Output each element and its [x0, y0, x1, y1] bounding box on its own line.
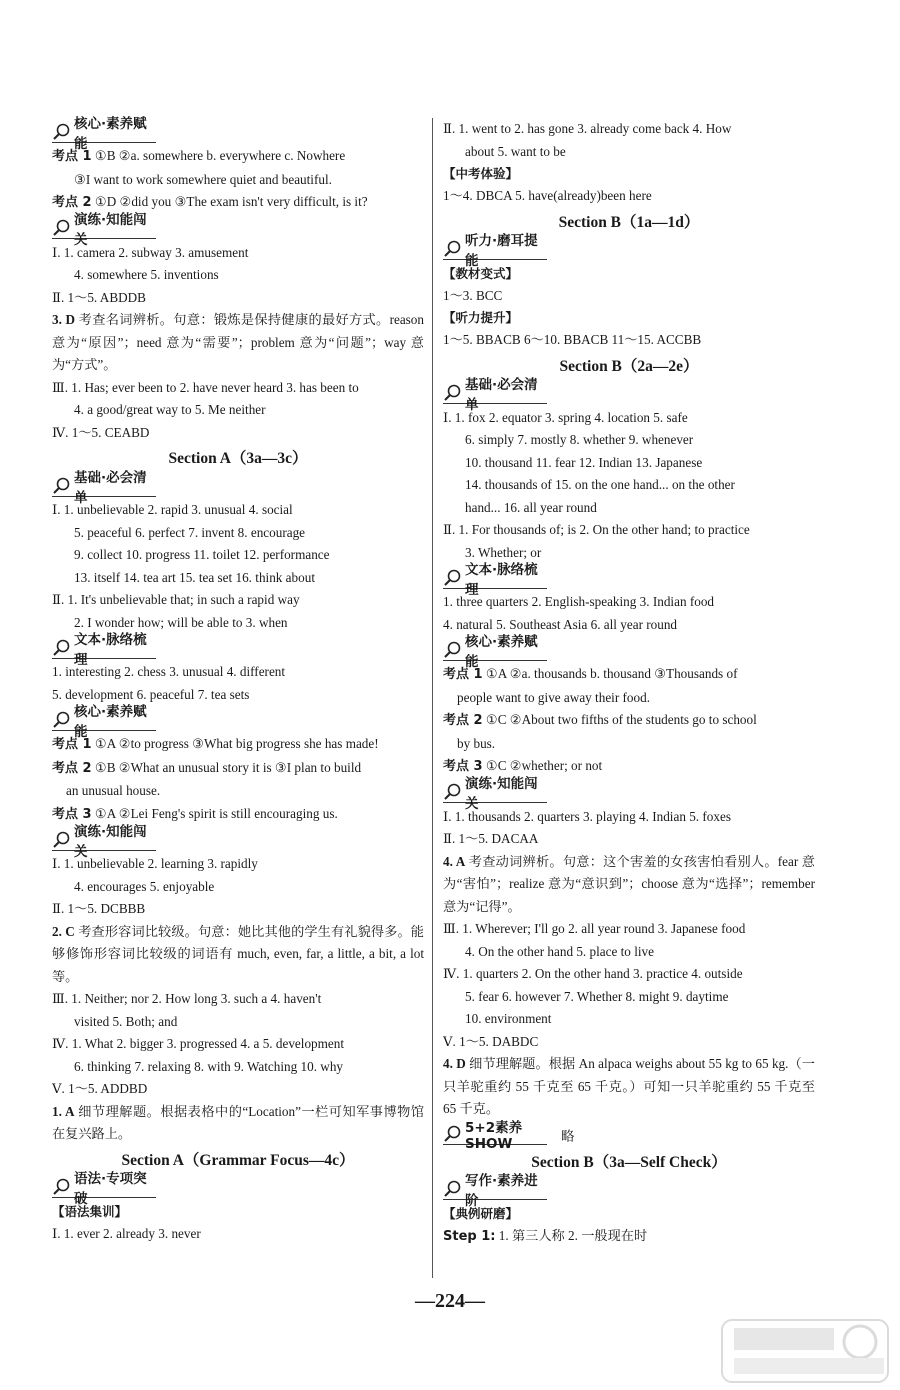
magnifier-icon	[443, 240, 463, 258]
answer-line: Ⅰ. 1. camera 2. subway 3. amusement	[52, 244, 249, 260]
answer-label: 1. A	[52, 1103, 75, 1119]
answer-text: 1. 第三人称 2. 一般现在时	[495, 1227, 648, 1243]
section-title: Section B（2a—2e）	[559, 357, 699, 375]
magnifier-icon	[443, 641, 463, 659]
section-heading	[443, 561, 815, 598]
heading-underline	[52, 469, 156, 506]
answer-line: 14. thousands of 15. on the one hand... on the other	[465, 477, 735, 492]
magnifier-icon	[443, 1125, 463, 1143]
section-heading	[52, 469, 424, 506]
answer-line: people want to give away their food.	[457, 689, 650, 705]
answer-text: 考查形容词比较级。句意：她比其他的学生有礼貌得多。能够修饰形容词比较级的词语有 much, even, far, a little, a bit, a lot 等。	[52, 923, 424, 984]
heading-underline	[443, 377, 547, 413]
magnifier-icon	[52, 711, 72, 729]
heading-text: 听力·磨耳提能	[465, 233, 538, 269]
explanation-line	[443, 851, 815, 919]
answer-line: 1～5. BBACB 6～10. BBACB 11～15. ACCBB	[443, 332, 702, 347]
answer-line: 4. somewhere 5. inventions	[74, 267, 219, 282]
right-column	[443, 118, 815, 1248]
heading-text: 语法·专项突破	[74, 1171, 147, 1207]
answer-text: ①A ②to progress ③What big progress she has made!	[91, 736, 379, 751]
answer-line: by bus.	[457, 735, 496, 751]
watermark-logo	[720, 1318, 890, 1384]
answer-line: about 5. want to be	[465, 143, 566, 159]
key-point-line	[443, 709, 815, 733]
answer-line: 4. a good/great way to 5. Me neither	[74, 402, 266, 417]
key-point-line	[52, 733, 424, 757]
key-point-label: 考点 2	[52, 760, 92, 776]
section-title: Section A（Grammar Focus—4c）	[121, 1151, 355, 1169]
heading-underline	[443, 776, 547, 812]
section-heading	[52, 703, 424, 740]
heading-underline	[443, 233, 547, 269]
answer-line: 4. On the other hand 5. place to live	[465, 943, 654, 959]
answer-line: 5. fear 6. however 7. Whether 8. might 9. daytime	[465, 988, 729, 1004]
answer-line: Ⅰ. 1. thousands 2. quarters 3. playing 4. Indian 5. foxes	[443, 808, 731, 824]
key-point-line	[52, 757, 424, 781]
magnifier-icon	[52, 639, 72, 657]
answer-line: Ⅲ. 1. Wherever; I'll go 2. all year round 3. Japanese food	[443, 921, 746, 936]
section-title: Section B（3a—Self Check）	[531, 1153, 727, 1171]
key-point-line	[443, 663, 815, 687]
answer-line: 1. interesting 2. chess 3. unusual 4. different	[52, 664, 286, 679]
answer-line: ③I want to work somewhere quiet and beautiful.	[74, 171, 332, 187]
answer-line: 6. simply 7. mostly 8. whether 9. whenever	[465, 432, 694, 447]
answer-line: Ⅱ. 1～5. DACAA	[443, 831, 539, 846]
answer-line: Ⅳ. 1. quarters 2. On the other hand 3. practice 4. outside	[443, 966, 743, 981]
heading-extra: 略	[561, 1128, 575, 1145]
explanation-line	[443, 1053, 815, 1121]
answer-line: Ⅰ. 1. unbelievable 2. rapid 3. unusual 4. social	[52, 502, 293, 517]
answer-text: 考查动词辨析。句意：这个害羞的女孩害怕看别人。fear 意为“害怕”；realize 意为“意识到”；choose 意为“选择”；remember 意为“记得”。	[443, 853, 815, 914]
magnifier-icon	[443, 569, 463, 587]
answer-text: 细节理解题。根据 An alpaca weighs about 55 kg to 65 kg.（一只羊驼重约 55 千克至 65 千克。）可知一只羊驼重约 55 千克至 65 千克。	[443, 1056, 815, 1116]
answer-line: Ⅰ. 1. fox 2. equator 3. spring 4. location 5. safe	[443, 409, 688, 425]
explanation-line	[52, 309, 424, 377]
answer-line: 1. three quarters 2. English-speaking 3. Indian food	[443, 594, 715, 609]
answer-line: 13. itself 14. tea art 15. tea set 16. think about	[74, 569, 315, 585]
heading-underline	[52, 212, 156, 248]
key-point-label: 考点 2	[443, 713, 483, 728]
heading-underline	[52, 703, 156, 740]
answer-line: 4. natural 5. Southeast Asia 6. all year round	[443, 616, 678, 632]
answer-line: 10. thousand 11. fear 12. Indian 13. Japanese	[465, 454, 703, 470]
answer-line: an unusual house.	[66, 783, 161, 798]
heading-text: 文本·脉络梳理	[465, 561, 538, 598]
key-point-label: 考点 2	[52, 195, 92, 210]
magnifier-icon	[443, 1180, 463, 1198]
answer-text: ①B ②What an unusual story it is ③I plan to build	[91, 759, 362, 775]
magnifier-icon	[443, 783, 463, 801]
key-point-label: 考点 1	[52, 149, 92, 164]
answer-line: 1～4. DBCA 5. have(already)been here	[443, 188, 652, 203]
column-divider	[432, 118, 433, 1278]
key-point-label: 考点 1	[52, 737, 92, 752]
section-heading	[52, 212, 424, 248]
answer-text: 考查名词辨析。句意：锻炼是保持健康的最好方式。reason 意为“原因”；need 意为“需要”；problem 意为“问题”；way 意为“方式”。	[52, 312, 424, 372]
heading-text: 演练·知能闯关	[465, 776, 538, 812]
answer-text: ①A ②Lei Feng's spirit is still encouraging us.	[91, 805, 338, 821]
section-heading	[443, 776, 815, 812]
answer-label: 4. D	[443, 1056, 466, 1071]
key-point-line	[443, 1225, 815, 1249]
magnifier-icon	[52, 1178, 72, 1196]
section-heading	[443, 1173, 815, 1209]
section-heading	[443, 233, 815, 269]
answer-line: 9. collect 10. progress 11. toilet 12. performance	[74, 547, 330, 562]
left-column	[52, 115, 425, 1245]
section-title: Section A（3a—3c）	[168, 450, 308, 467]
section-heading	[52, 1171, 424, 1207]
answer-line: 5. development 6. peaceful 7. tea sets	[52, 686, 250, 702]
answer-line: Ⅱ. 1. went to 2. has gone 3. already come back 4. How	[443, 121, 732, 136]
heading-text: 核心·素养赋能	[74, 115, 147, 152]
answer-line: Ⅰ. 1. ever 2. already 3. never	[52, 1225, 201, 1241]
heading-text: 5+2素养SHOW	[465, 1120, 523, 1152]
page-number: —224—	[415, 1290, 485, 1312]
answer-line: 5. peaceful 6. perfect 7. invent 8. encourage	[74, 524, 306, 540]
answer-line: Ⅱ. 1～5. ABDDB	[52, 289, 146, 305]
answer-text: ①D ②did you ③The exam isn't very difficult, is it?	[91, 194, 368, 209]
answer-text: ①B ②a. somewhere b. everywhere c. Nowhere	[91, 148, 346, 163]
heading-text: 核心·素养赋能	[465, 633, 538, 670]
heading-underline	[52, 1171, 156, 1207]
bracket-label: 【中考体验】	[443, 166, 519, 181]
answer-line: 3. Whether; or	[465, 544, 542, 560]
heading-underline	[52, 115, 156, 152]
section-title: Section B（1a—1d）	[558, 213, 700, 231]
answer-line: 10. environment	[465, 1011, 552, 1026]
heading-text: 演练·知能闯关	[74, 823, 147, 860]
answer-text: ①C ②About two fifths of the students go to school	[482, 712, 757, 727]
heading-underline	[443, 1120, 547, 1152]
heading-underline	[443, 1173, 547, 1209]
answer-line: Ⅳ. 1～5. CEABD	[52, 424, 150, 440]
answer-line: Ⅴ. 1～5. ADDBD	[52, 1081, 148, 1096]
key-point-label: 考点 3	[443, 759, 483, 774]
answer-line: Ⅲ. 1. Has; ever been to 2. have never heard 3. has been to	[52, 379, 359, 395]
bracket-label: 【语法集训】	[52, 1203, 128, 1219]
heading-text: 文本·脉络梳理	[74, 631, 147, 668]
answer-line: 4. encourages 5. enjoyable	[74, 878, 215, 894]
answer-label: 3. D	[52, 312, 76, 327]
section-heading	[52, 823, 424, 860]
answer-line: hand... 16. all year round	[465, 499, 597, 515]
answer-line: Ⅰ. 1. unbelievable 2. learning 3. rapidly	[52, 856, 258, 871]
heading-text: 基础·必会清单	[465, 377, 538, 413]
answer-label: 4. A	[443, 853, 466, 869]
section-heading	[443, 633, 815, 670]
answer-text: ①C ②whether; or not	[482, 758, 603, 773]
heading-text: 演练·知能闯关	[74, 212, 147, 248]
magnifier-icon	[52, 219, 72, 237]
answer-label: 2. C	[52, 923, 75, 939]
explanation-line	[52, 921, 424, 989]
answer-line: Ⅱ. 1. It's unbelievable that; in such a rapid way	[52, 592, 300, 607]
answer-line: visited 5. Both; and	[74, 1013, 178, 1029]
heading-text: 基础·必会清单	[74, 469, 147, 506]
answer-line: Ⅱ. 1. For thousands of; is 2. On the other hand; to practice	[443, 522, 750, 537]
answer-line: 2. I wonder how; will be able to 3. when	[74, 614, 288, 630]
answer-text: 细节理解题。根据表格中的“Location”一栏可知军事博物馆在复兴路上。	[52, 1103, 425, 1141]
heading-underline	[52, 823, 156, 860]
magnifier-icon	[443, 384, 463, 402]
answer-line: Ⅳ. 1. What 2. bigger 3. progressed 4. a 5. development	[52, 1036, 344, 1051]
key-point-label: 考点 1	[443, 667, 483, 682]
magnifier-icon	[52, 477, 72, 495]
bracket-label: 【典例研磨】	[443, 1205, 519, 1221]
heading-underline	[52, 631, 156, 668]
bracket-label: 【听力提升】	[443, 310, 519, 325]
section-heading	[443, 377, 815, 413]
heading-text: 写作·素养进阶	[465, 1173, 538, 1209]
answer-line: 1～3. BCC	[443, 287, 503, 303]
answer-line: Ⅱ. 1～5. DCBBB	[52, 901, 146, 916]
magnifier-icon	[52, 123, 72, 141]
magnifier-icon	[52, 831, 72, 849]
key-point-label: Step 1:	[443, 1228, 496, 1244]
section-heading	[52, 115, 424, 152]
explanation-line	[52, 1101, 424, 1146]
answer-line: Ⅴ. 1～5. DABDC	[443, 1033, 539, 1049]
answer-line: Ⅲ. 1. Neither; nor 2. How long 3. such a 4. haven't	[52, 991, 322, 1006]
heading-underline	[443, 633, 547, 670]
answer-line: 6. thinking 7. relaxing 8. with 9. Watching 10. why	[74, 1058, 344, 1074]
section-heading	[443, 1120, 815, 1152]
heading-text: 核心·素养赋能	[74, 703, 147, 740]
key-point-line	[52, 145, 424, 169]
heading-underline	[443, 561, 547, 598]
bracket-label: 【教材变式】	[443, 265, 519, 281]
section-heading	[52, 631, 424, 668]
key-point-label: 考点 3	[52, 806, 92, 822]
answer-text: ①A ②a. thousands b. thousand ③Thousands of	[482, 666, 738, 681]
